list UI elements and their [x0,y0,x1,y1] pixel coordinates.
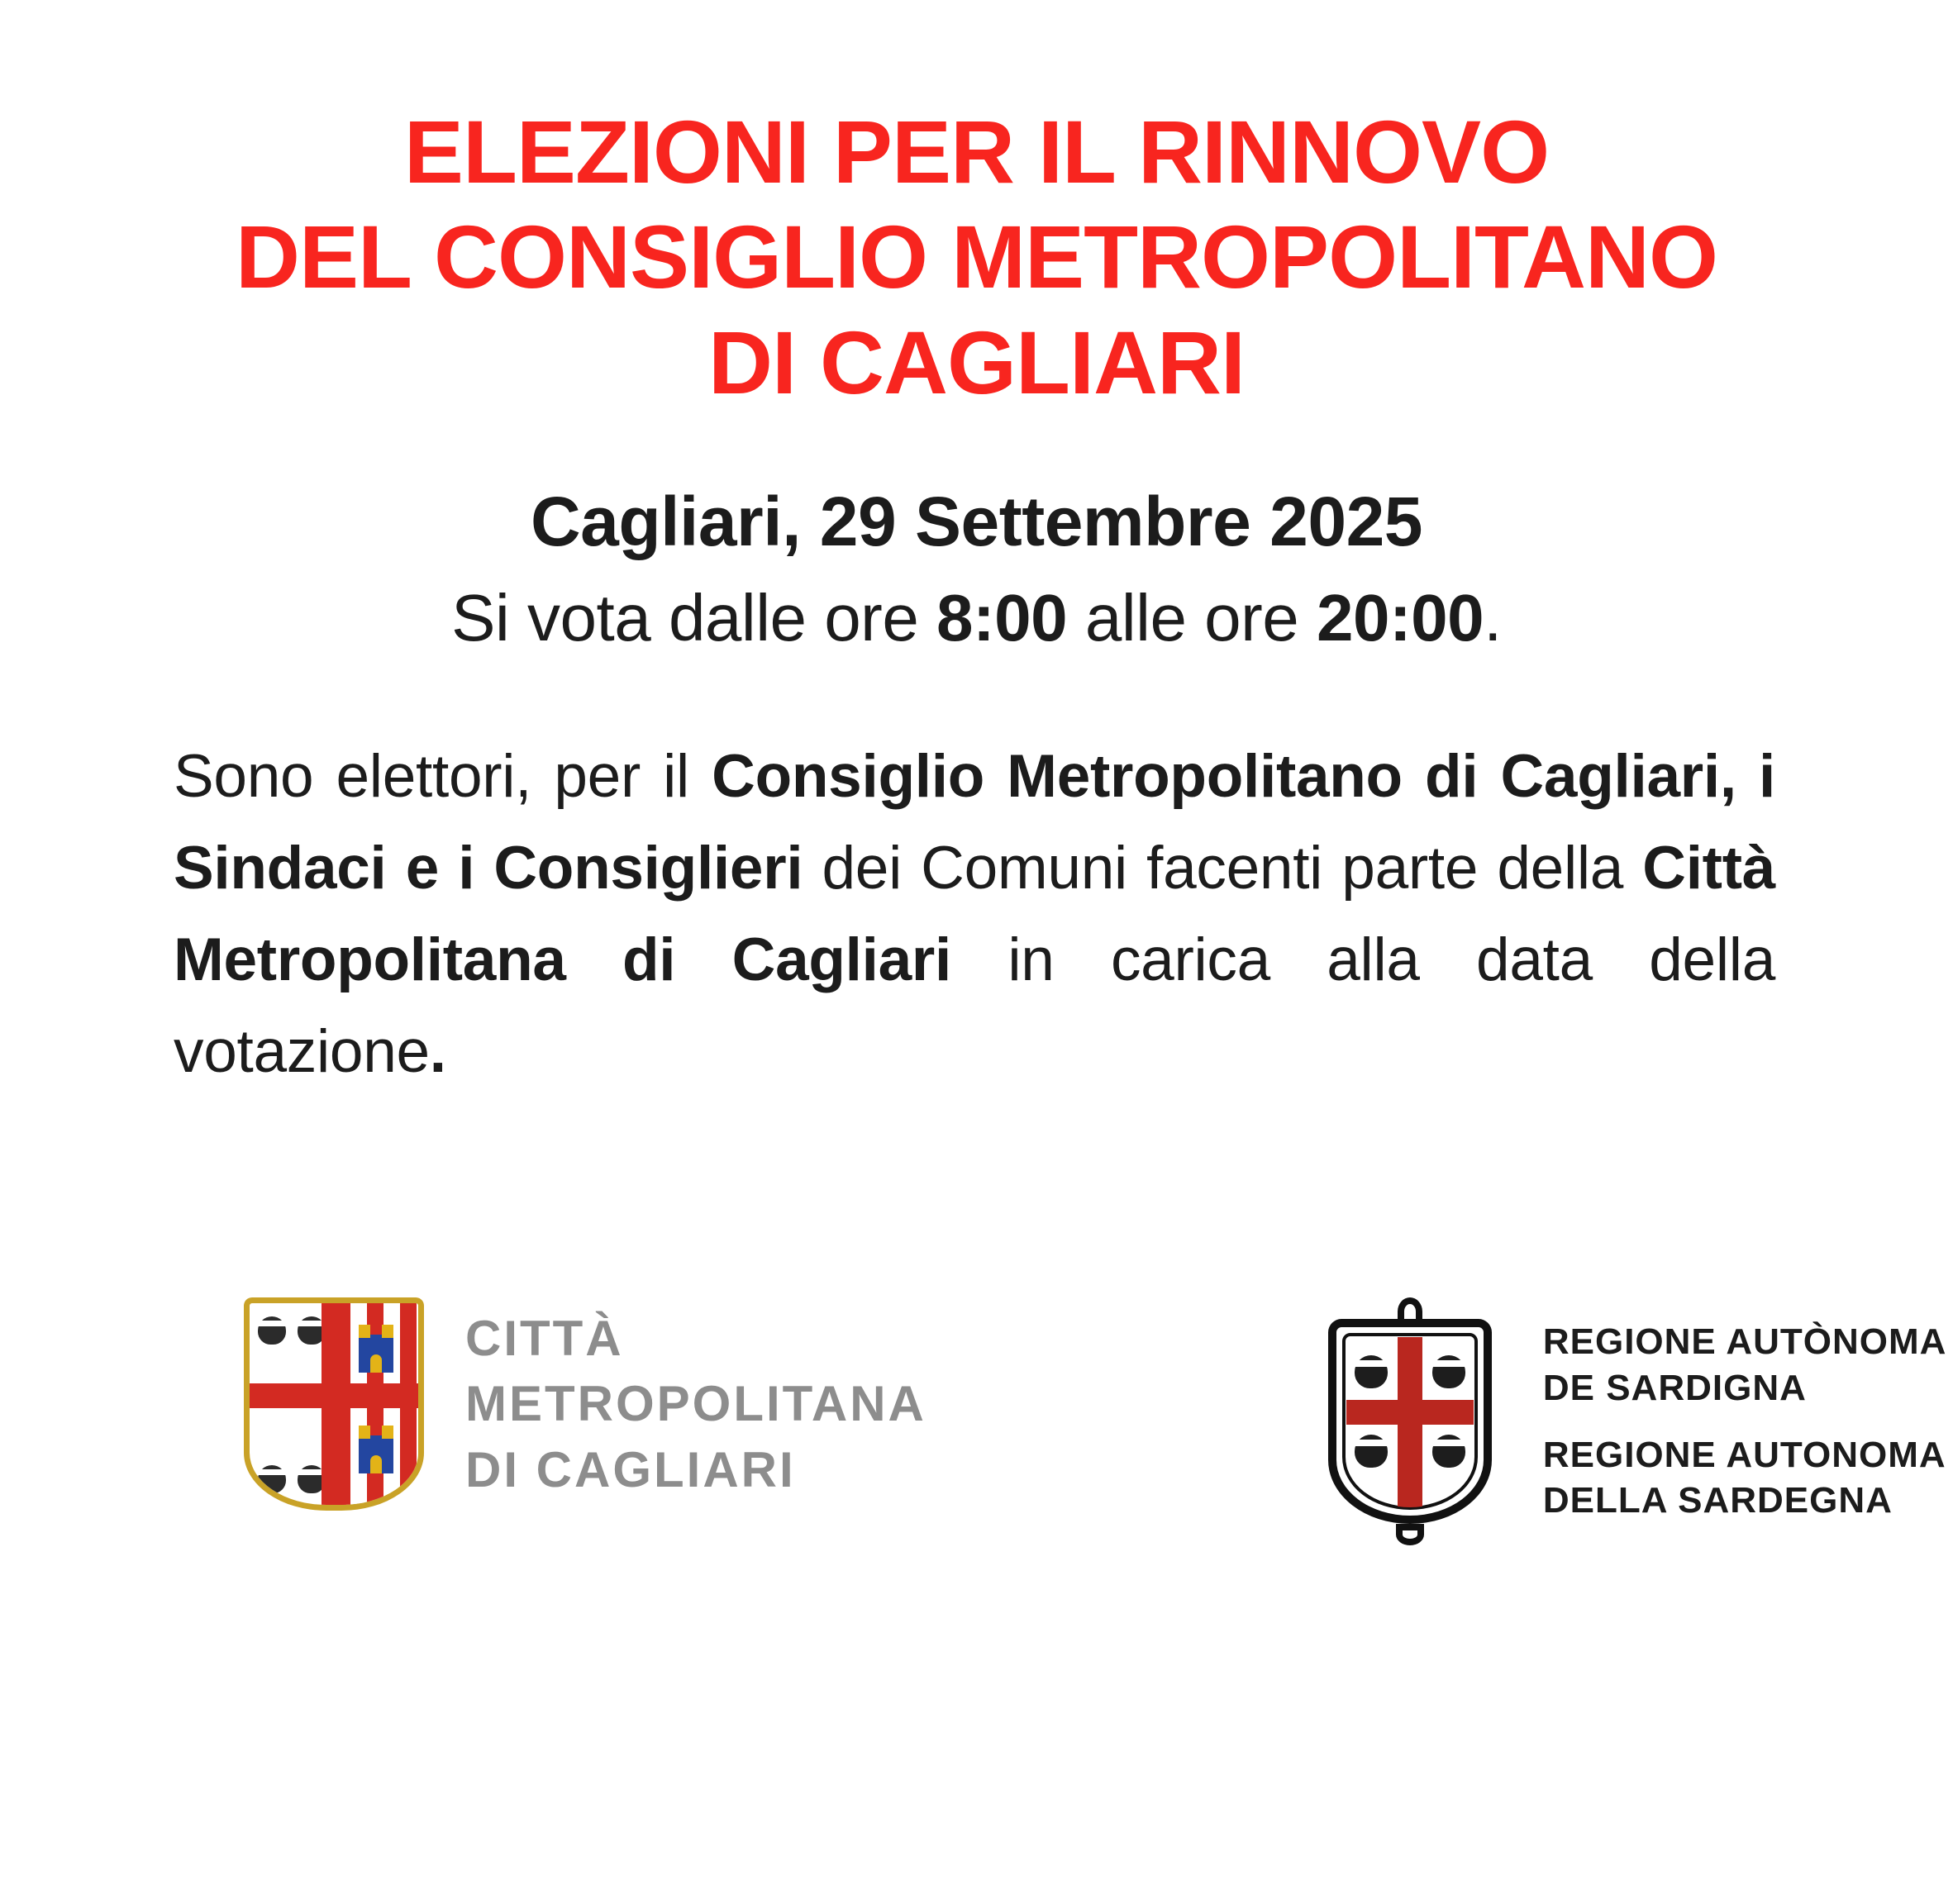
ras-italian-line-2: DELLA SARDEGNA [1542,1480,1893,1521]
ras-sardinian-line-1: REGIONE AUTÒNOMA [1542,1321,1947,1363]
moor-head-icon [258,1316,286,1345]
body-bold-1: Consiglio Metropolitano di Cagliari, i Sindaci e i Consiglieri [174,743,1775,902]
voting-hours-prefix: Si vota dalle ore [451,580,937,654]
body-part-1: Sono elettori, per il [174,743,712,811]
voting-hours-middle: alle ore [1067,580,1317,654]
regione-sardegna-emblem-icon [1315,1297,1505,1545]
cmca-line-1: CITTÀ [465,1311,624,1367]
ras-sardinian-line-2: DE SARDIGNA [1542,1367,1807,1408]
body-bold-2: Città Metropolitana di Cagliari [174,835,1775,994]
body-part-4: . [429,1018,446,1086]
ras-italian-line-1: REGIONE AUTONOMA [1542,1435,1946,1475]
moor-head-icon [1355,1355,1388,1388]
voting-hours-open: 8:00 [936,580,1068,654]
voting-hours-close: 20:00 [1317,580,1484,654]
date-and-hours-block [0,415,1953,660]
eligibility-paragraph [0,660,1953,1098]
voting-hours [124,576,1829,660]
headline-line-3: DI CAGLIARI [708,312,1245,412]
castle-icon [359,1435,393,1473]
citta-metropolitana-shield-icon [244,1297,424,1511]
regione-sardegna-wordmark [1543,1319,1947,1524]
cmca-line-3: DI CAGLIARI [465,1441,796,1497]
election-date: Cagliari, 29 Settembre 2025 [530,483,1423,561]
regione-sardegna-logo [1315,1297,1947,1545]
citta-metropolitana-wordmark [465,1306,926,1502]
castle-icon [359,1335,393,1373]
headline-line-1: ELEZIONI PER IL RINNOVO [403,102,1550,202]
body-part-2: dei Comuni facenti parte della [803,835,1643,902]
moor-head-icon [1432,1355,1465,1388]
voting-hours-suffix: . [1484,580,1502,654]
moor-head-icon [258,1465,286,1493]
moor-head-icon [1355,1435,1388,1468]
moor-head-icon [1432,1435,1465,1468]
cmca-line-2: METROPOLITANA [465,1376,926,1432]
headline-line-2: DEL CONSIGLIO METROPOLITANO [235,207,1718,307]
body-part-3: in carica alla data della votazione [174,926,1775,1086]
page-title [0,0,1953,415]
logos-row [0,1297,1953,1545]
citta-metropolitana-logo [244,1297,926,1511]
